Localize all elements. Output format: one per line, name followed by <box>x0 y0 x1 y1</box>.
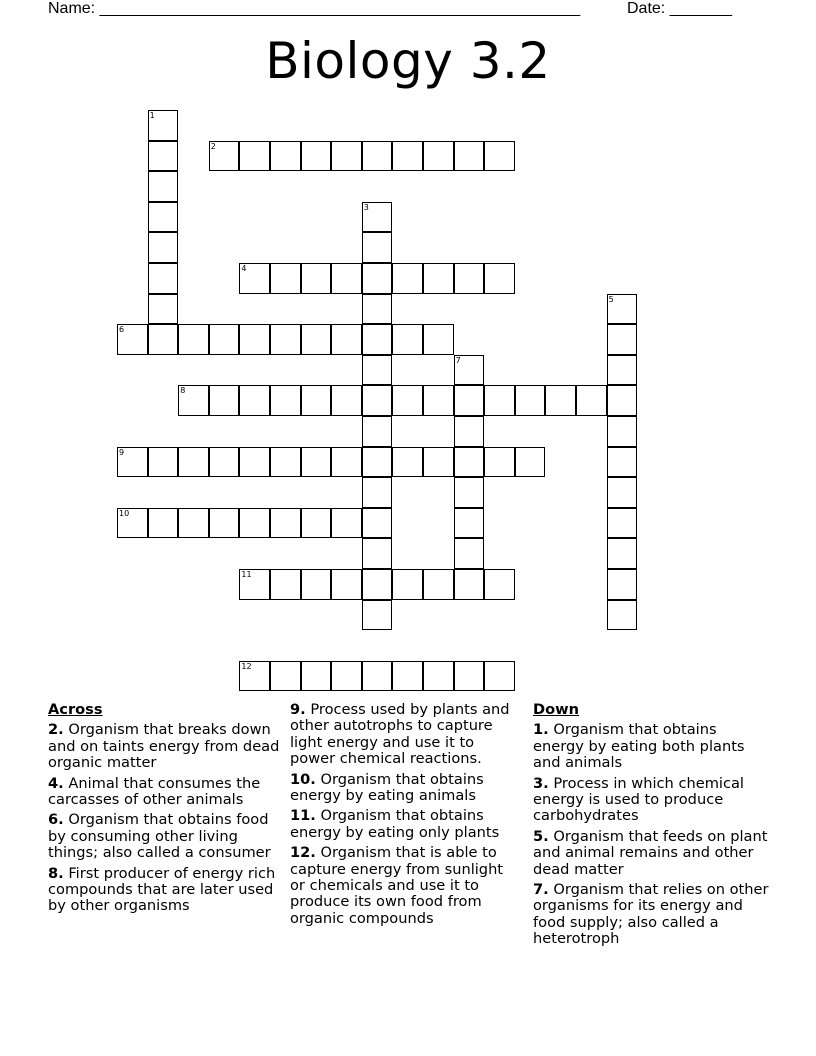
crossword-cell[interactable] <box>392 324 423 355</box>
clue-text: Process used by plants and other autotrophs to capture light energy and use it to power chemical reactions. <box>290 701 510 768</box>
crossword-cell[interactable] <box>362 508 393 539</box>
crossword-cell[interactable] <box>423 447 454 478</box>
crossword-cell[interactable] <box>392 385 423 416</box>
crossword-cell[interactable] <box>454 508 485 539</box>
crossword-cell[interactable] <box>209 324 240 355</box>
crossword-cell[interactable] <box>423 385 454 416</box>
crossword-cell[interactable] <box>392 447 423 478</box>
crossword-cell[interactable] <box>484 569 515 600</box>
crossword-cell[interactable] <box>117 324 148 355</box>
crossword-cell[interactable] <box>423 661 454 692</box>
clue-across-4 <box>48 776 284 809</box>
crossword-cell[interactable] <box>392 263 423 294</box>
clue-text: Organism that obtains food by consuming other living things; also called a consumer <box>48 811 271 862</box>
crossword-cell[interactable] <box>362 569 393 600</box>
crossword-cell[interactable] <box>239 324 270 355</box>
crossword-cell[interactable] <box>270 385 301 416</box>
crossword-cell[interactable] <box>209 447 240 478</box>
clue-across-8 <box>48 866 284 915</box>
clue-number: 11. <box>290 807 316 825</box>
crossword-cell[interactable] <box>454 538 485 569</box>
crossword-cell[interactable] <box>362 416 393 447</box>
crossword-cell[interactable] <box>331 263 362 294</box>
crossword-cell[interactable] <box>362 202 393 233</box>
crossword-cell[interactable] <box>301 141 332 172</box>
crossword-cell[interactable] <box>148 232 179 263</box>
crossword-cell[interactable] <box>270 569 301 600</box>
cell-number: 10 <box>119 508 130 518</box>
crossword-cell[interactable] <box>178 447 209 478</box>
crossword-cell[interactable] <box>484 447 515 478</box>
crossword-cell[interactable] <box>331 508 362 539</box>
crossword-cell[interactable] <box>270 508 301 539</box>
crossword-cell[interactable] <box>117 508 148 539</box>
crossword-cell[interactable] <box>209 385 240 416</box>
cell-number: 11 <box>241 570 252 579</box>
clue-text: Organism that obtains energy by eating only plants <box>290 807 500 841</box>
crossword-cell[interactable] <box>331 324 362 355</box>
crossword-cell[interactable] <box>301 385 332 416</box>
clue-across-10 <box>290 772 522 805</box>
crossword-cell[interactable] <box>331 385 362 416</box>
crossword-cell[interactable] <box>270 324 301 355</box>
crossword-cell[interactable] <box>454 141 485 172</box>
crossword-cell[interactable] <box>270 661 301 692</box>
crossword-cell[interactable] <box>423 141 454 172</box>
clue-number: 9. <box>290 701 306 718</box>
crossword-cell[interactable] <box>545 385 576 416</box>
crossword-cell[interactable] <box>239 508 270 539</box>
clue-text: First producer of energy rich compounds that are later used by other organisms <box>48 864 276 915</box>
clue-across-11 <box>290 808 522 841</box>
cell-number: 9 <box>119 447 125 457</box>
crossword-cell[interactable] <box>362 385 393 416</box>
cell-number: 1 <box>149 111 155 120</box>
crossword-cell[interactable] <box>515 447 546 478</box>
crossword-cell[interactable] <box>392 141 423 172</box>
crossword-cell[interactable] <box>362 294 393 325</box>
crossword-cell[interactable] <box>331 569 362 600</box>
down-clues <box>533 702 769 952</box>
crossword-cell[interactable] <box>301 324 332 355</box>
crossword-cell[interactable] <box>239 447 270 478</box>
cell-number: 7 <box>455 355 461 365</box>
crossword-cell[interactable] <box>607 477 638 508</box>
crossword-cell[interactable] <box>239 385 270 416</box>
crossword-cell[interactable] <box>454 263 485 294</box>
crossword-cell[interactable] <box>607 324 638 355</box>
cell-number: 5 <box>608 294 614 304</box>
clue-text: Organism that obtains energy by eating both plants and animals <box>533 721 745 772</box>
crossword-cell[interactable] <box>484 385 515 416</box>
page-title: Biology 3.2 <box>265 32 551 90</box>
crossword-cell[interactable] <box>607 600 638 631</box>
crossword-cell[interactable] <box>239 661 270 692</box>
clue-number: 6. <box>48 811 64 829</box>
crossword-cell[interactable] <box>148 263 179 294</box>
crossword-cell[interactable] <box>331 447 362 478</box>
crossword-cell[interactable] <box>454 661 485 692</box>
crossword-cell[interactable] <box>454 416 485 447</box>
crossword-cell[interactable] <box>576 385 607 416</box>
clue-text: Process in which chemical energy is used to produce carbohydrates <box>533 774 744 825</box>
clue-number: 4. <box>48 774 64 792</box>
crossword-cell[interactable] <box>454 477 485 508</box>
crossword-cell[interactable] <box>484 661 515 692</box>
crossword-cell[interactable] <box>148 447 179 478</box>
across-clues-continued <box>290 702 522 931</box>
clue-number: 5. <box>533 827 549 845</box>
crossword-cell[interactable] <box>484 263 515 294</box>
clue-text: Organism that is able to capture energy from sunlight or chemicals and use it to produce its own food from organic compounds <box>290 844 504 927</box>
cell-number: 8 <box>180 386 186 396</box>
crossword-cell[interactable] <box>362 538 393 569</box>
clue-number: 1. <box>533 721 549 739</box>
crossword-cell[interactable] <box>607 355 638 386</box>
crossword-cell[interactable] <box>484 141 515 172</box>
crossword-cell[interactable] <box>362 600 393 631</box>
crossword-cell[interactable] <box>607 508 638 539</box>
crossword-cell[interactable] <box>148 171 179 202</box>
crossword-cell[interactable] <box>301 447 332 478</box>
clue-across-12 <box>290 845 522 927</box>
crossword-cell[interactable] <box>270 263 301 294</box>
clue-down-5 <box>533 829 769 878</box>
cell-number: 3 <box>363 202 369 212</box>
crossword-cell[interactable] <box>148 324 179 355</box>
crossword-cell[interactable] <box>423 569 454 600</box>
crossword-cell[interactable] <box>392 569 423 600</box>
clue-text: Organism that obtains energy by eating animals <box>290 770 484 805</box>
clue-text: Organism that relies on other organisms for its energy and food supply; also called a heterotroph <box>533 881 769 948</box>
clue-text: Organism that feeds on plant and animal remains and other dead matter <box>533 827 768 878</box>
clue-number: 12. <box>290 844 316 862</box>
clue-down-7 <box>533 882 769 948</box>
crossword-cell[interactable] <box>209 508 240 539</box>
crossword-cell[interactable] <box>515 385 546 416</box>
crossword-cell[interactable] <box>117 447 148 478</box>
crossword-cell[interactable] <box>454 569 485 600</box>
crossword-cell[interactable] <box>270 141 301 172</box>
crossword-cell[interactable] <box>148 110 179 141</box>
crossword-cell[interactable] <box>239 263 270 294</box>
cell-number: 12 <box>241 661 252 671</box>
clue-down-1 <box>533 722 769 771</box>
crossword-cell[interactable] <box>209 141 240 172</box>
clue-text: Animal that consumes the carcasses of other animals <box>48 774 261 809</box>
crossword-cell[interactable] <box>607 294 638 325</box>
crossword-cell[interactable] <box>331 141 362 172</box>
name-field-label: Name: ______________________________________________________ <box>48 0 581 17</box>
crossword-cell[interactable] <box>301 263 332 294</box>
crossword-cell[interactable] <box>178 385 209 416</box>
crossword-cell[interactable] <box>362 324 393 355</box>
clue-number: 8. <box>48 864 64 882</box>
crossword-cell[interactable] <box>423 263 454 294</box>
crossword-cell[interactable] <box>362 355 393 386</box>
crossword-cell[interactable] <box>607 447 638 478</box>
crossword-cell[interactable] <box>607 385 638 416</box>
crossword-cell[interactable] <box>301 661 332 692</box>
crossword-cell[interactable] <box>362 263 393 294</box>
crossword-cell[interactable] <box>362 232 393 263</box>
crossword-cell[interactable] <box>239 569 270 600</box>
clue-across-6 <box>48 812 284 861</box>
crossword-cell[interactable] <box>301 569 332 600</box>
crossword-cell[interactable] <box>178 324 209 355</box>
across-clues <box>48 702 284 919</box>
date-field-label: Date: _______ <box>627 0 732 17</box>
clue-number: 10. <box>290 770 316 788</box>
cell-number: 6 <box>119 325 125 335</box>
crossword-cell[interactable] <box>362 447 393 478</box>
crossword-cell[interactable] <box>607 538 638 569</box>
cell-number: 2 <box>210 141 216 151</box>
cell-number: 4 <box>241 264 247 273</box>
crossword-cell[interactable] <box>392 661 423 692</box>
clue-number: 3. <box>533 774 549 792</box>
crossword-cell[interactable] <box>301 508 332 539</box>
clue-across-2 <box>48 722 284 771</box>
across-heading: Across <box>48 701 103 718</box>
crossword-cell[interactable] <box>148 141 179 172</box>
crossword-cell[interactable] <box>239 141 270 172</box>
crossword-cell[interactable] <box>331 661 362 692</box>
crossword-cell[interactable] <box>607 416 638 447</box>
crossword-cell[interactable] <box>148 508 179 539</box>
crossword-cell[interactable] <box>178 508 209 539</box>
crossword-cell[interactable] <box>148 294 179 325</box>
crossword-cell[interactable] <box>362 477 393 508</box>
clue-number: 7. <box>533 881 549 899</box>
crossword-cell[interactable] <box>454 447 485 478</box>
clue-across-9 <box>290 702 522 768</box>
clue-number: 2. <box>48 721 64 739</box>
crossword-cell[interactable] <box>148 202 179 233</box>
crossword-cell[interactable] <box>362 141 393 172</box>
down-heading: Down <box>533 701 580 718</box>
crossword-cell[interactable] <box>270 447 301 478</box>
crossword-cell[interactable] <box>454 355 485 386</box>
clue-text: Organism that breaks down and on taints energy from dead organic matter <box>48 721 280 772</box>
crossword-cell[interactable] <box>423 324 454 355</box>
crossword-cell[interactable] <box>362 661 393 692</box>
clue-down-3 <box>533 776 769 825</box>
crossword-cell[interactable] <box>607 569 638 600</box>
crossword-cell[interactable] <box>454 385 485 416</box>
